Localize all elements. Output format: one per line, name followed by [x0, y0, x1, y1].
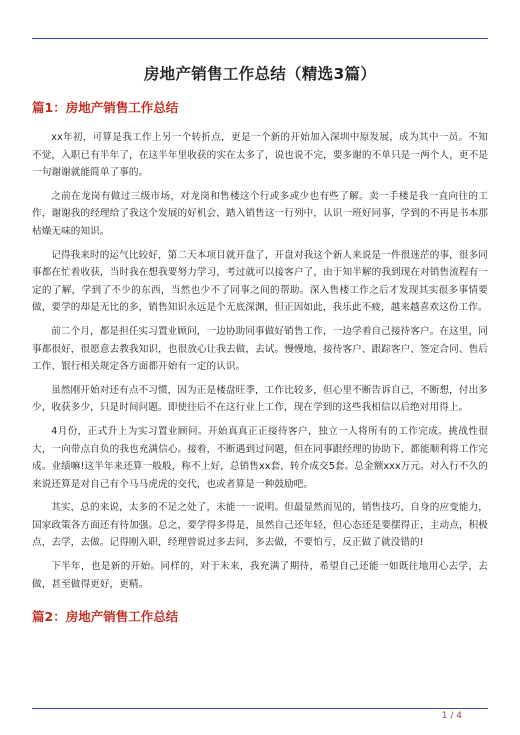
footer-rule: [32, 708, 488, 709]
paragraph: 下半年，也是新的开始。同样的，对于未来，我充满了期待，希望自己还能一如既往地用心去学，去做，甚至做得更好，更精。: [32, 561, 488, 590]
paragraph: 记得我来时的运气比较好，第二天本项目就开盘了，开盘对我这个新人来说是一件很迷茫的事，很多同事都在忙着收获，当时我在想我要努力学习，考过就可以接客户了，由于知半解的我到现在对销售流程有一定的了解，学到了不少的东西，当然也少不了同事之间的帮助。深入售楼工作之后才发现其实很多事情要做，要学的却是无比的多，销售知识永远是个无底深渊，但正因如此，我乐此不疲，越来越喜欢这份工作。: [32, 249, 488, 314]
section-heading-2: 篇2：房地产销售工作总结: [32, 609, 179, 625]
paragraph: 4月份，正式升上为实习置业顾问。开始真真正正接待客户，独立一人将所有的工作完成。挑战性很大，一向带点自负的我也充满信心。接着，不断遇到过问题，但在同事跟经理的协助下，都能顺利将工作完成。业绩嘛!这半年来还算一般般，称不上好，总销售xx套，转介成交5套。总金额xxx万元。对入行不久的来说还算是对自己有个马马虎虎的交代，也或者算是一种鼓励吧。: [32, 425, 488, 490]
document-body: [32, 62, 488, 638]
paragraph: 虽然刚开始对还有点不习惯，因为正是楼盘旺季，工作比较多，但心里不断告诉自己，不断想，付出多少，收获多少，只是时间问题。即使往后不在这行业上工作，现在学到的这些我相信以后绝对用得上。: [32, 384, 488, 414]
paragraph: xx年初，可算是我工作上另一个转折点，更是一个新的开始加入深圳中原发展，成为其中一员。不知不觉，入职已有半年了，在这半年里收获的实在太多了，说也说不完，要多谢的不单只是一两个人，更不是一句谢谢就能简单了事的。: [32, 132, 488, 179]
page-indicator: 1 / 4: [441, 711, 462, 721]
document-title: 房地产销售工作总结（精选3篇）: [143, 65, 377, 83]
paragraph: 前二个月，都是担任实习置业顾问，一边协助同事做好销售工作，一边学着自己接待客户。在这里，同事都很好，很愿意去教我知识，也很放心让我去做，去试。慢慢地，接待客户、跟踪客户、签定合同、售后工作、银行相关规定各方面都开始有一定的认识。: [32, 325, 488, 373]
section-heading-1: 篇1：房地产销售工作总结: [32, 100, 179, 115]
paragraph: 其实，总的来说，太多的不足之处了，未能一一说明。但最显然而见的，销售技巧，自身的应变能力，国家政策各方面还有待加强。总之，要学得多得是，虽然自己还年轻，但心态还是要摆得正，主动点，积极点，去学，去做。记得刚入职，经理曾说过多去问，多去做，不要怕亏，反正做了就没错的!: [32, 502, 488, 549]
header-rule: [32, 38, 488, 39]
paragraph: 之前在龙岗有做过三级市场，对龙岗和售楼这个行或多或少也有些了解。卖一手楼是我一直向往的工作，谢谢我的经理给了我这个发展的好机会，踏入销售这一行列中，认识一班好同事，学到的不再是书本那枯燥无味的知识。: [32, 190, 488, 237]
